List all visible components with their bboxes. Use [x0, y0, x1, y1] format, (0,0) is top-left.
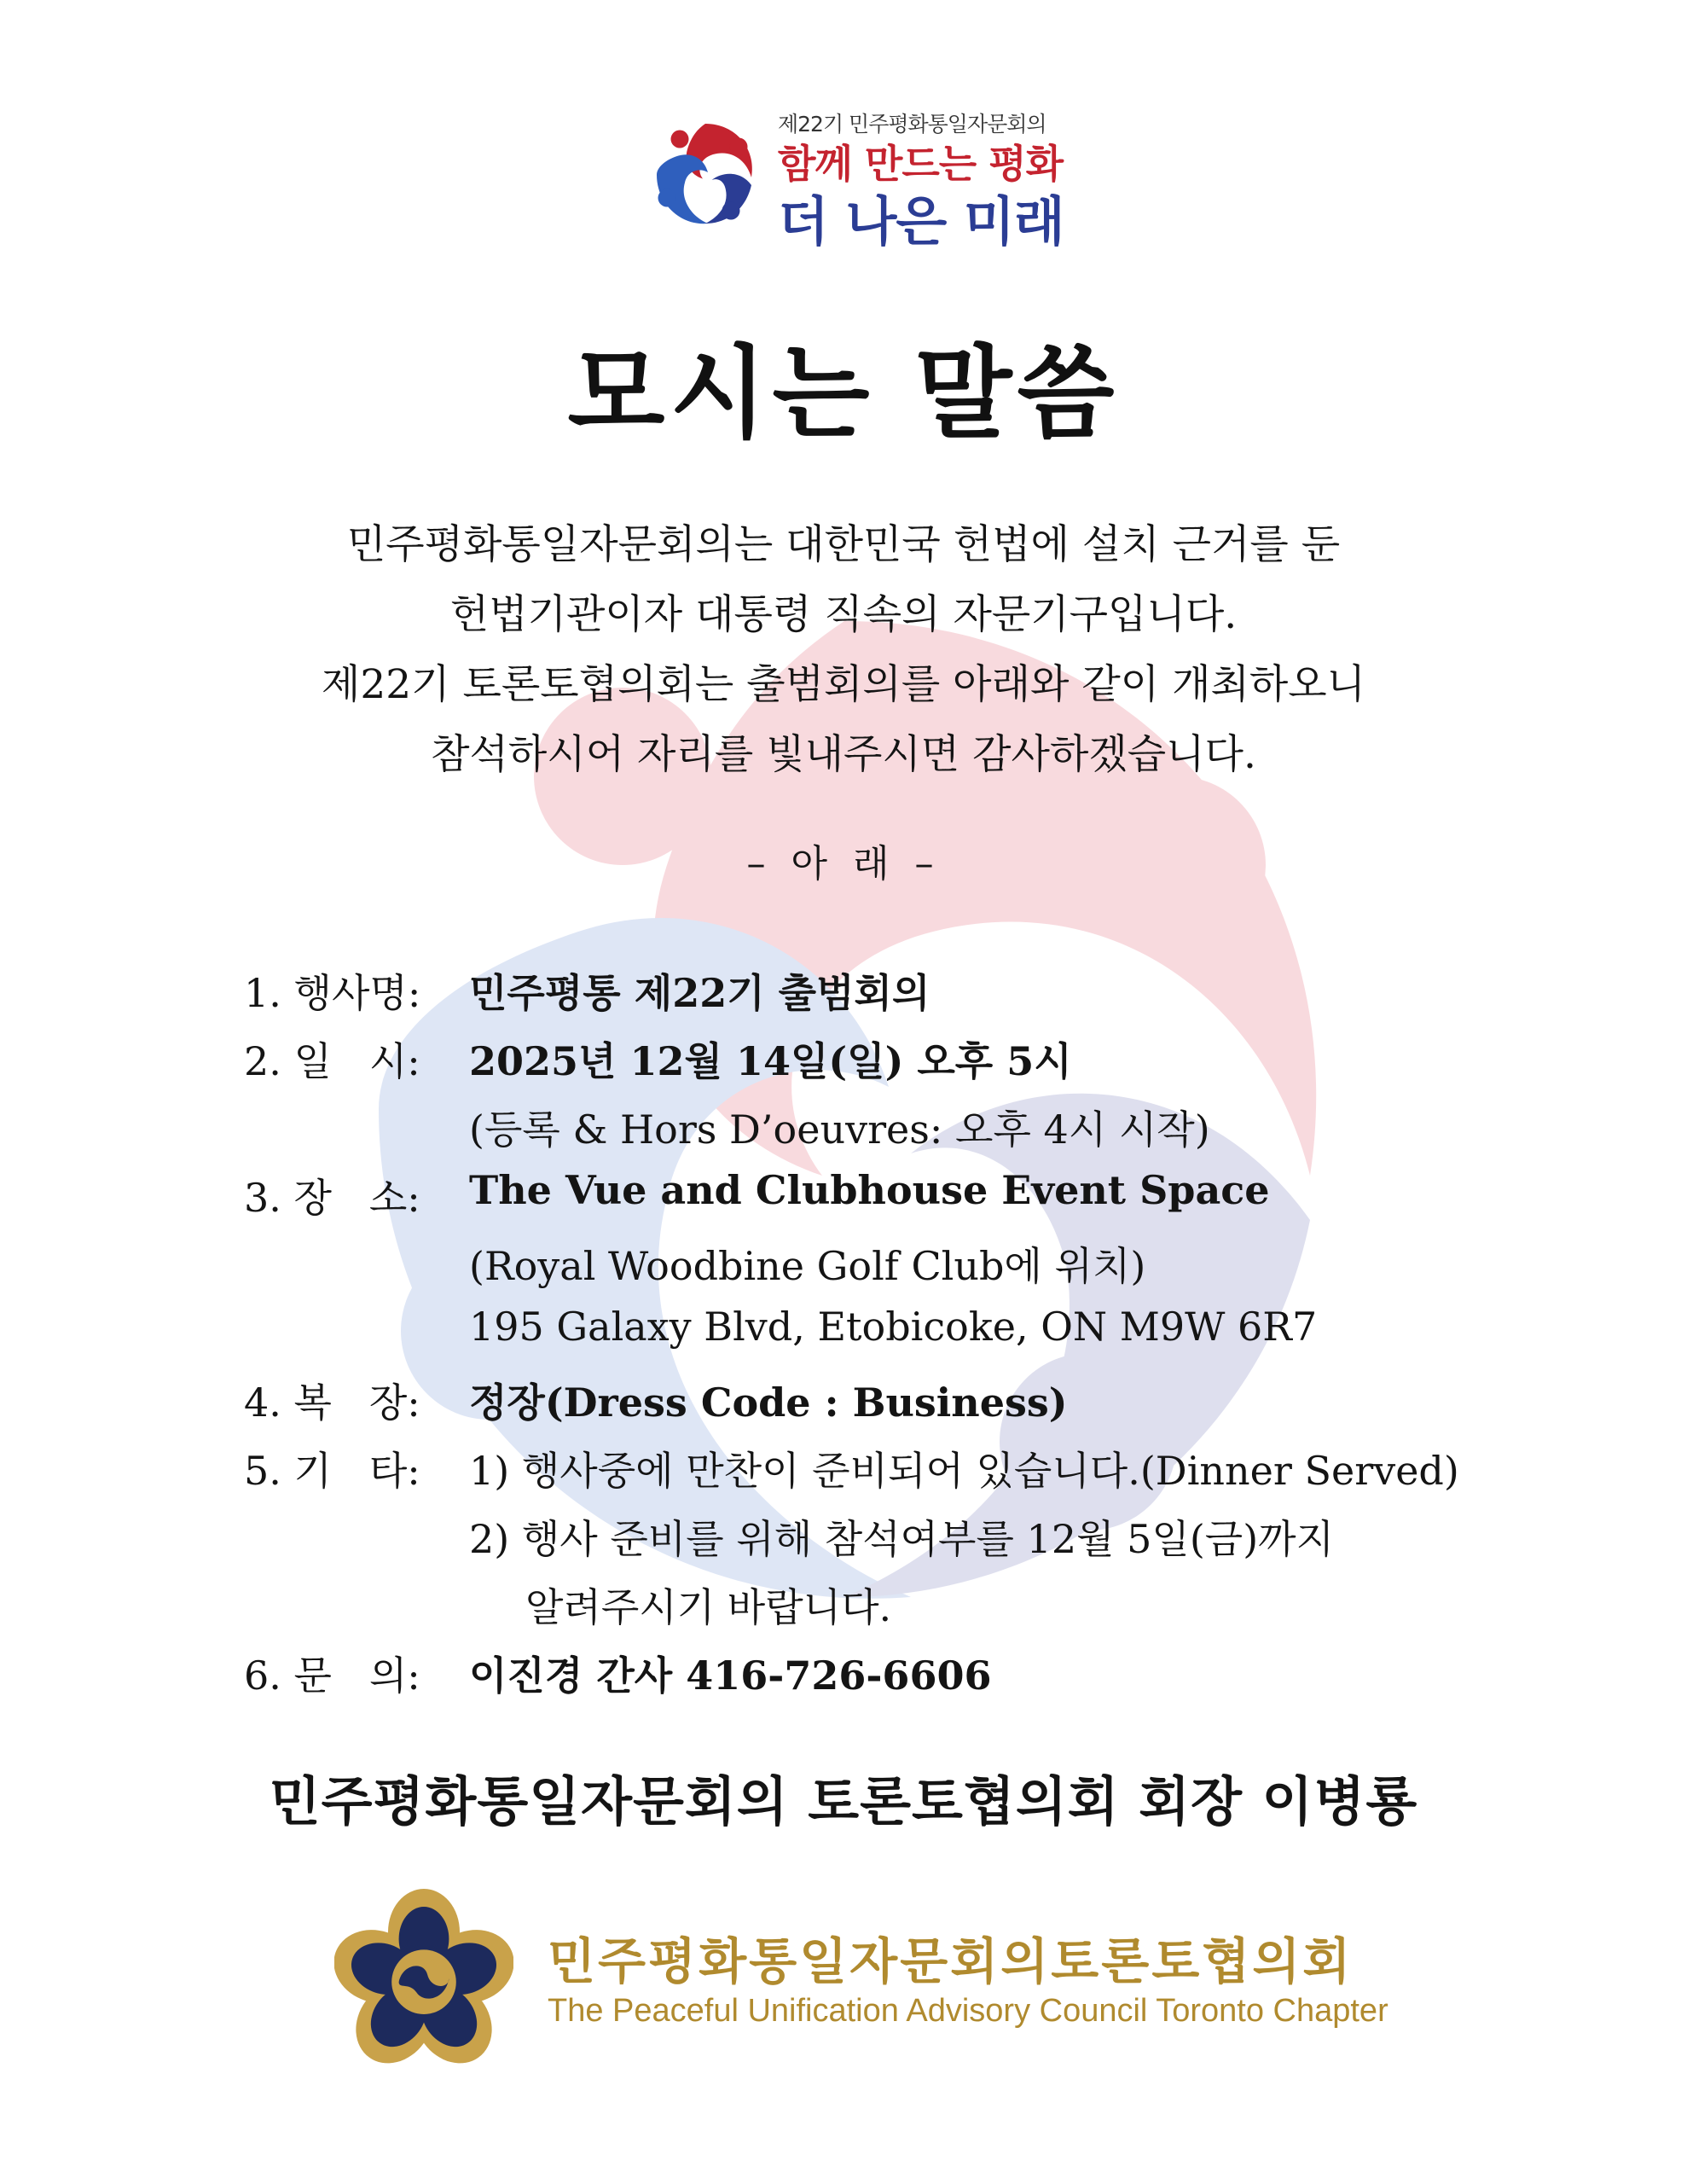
- unification-emblem-icon: [641, 111, 769, 239]
- other-note-2: 2) 행사 준비를 위해 참석여부를 12월 5일(금)까지: [469, 1516, 1335, 1562]
- signature: 민주평화통일자문회의 토론토협의회 회장 이병룡: [269, 1770, 1418, 1833]
- registration-note: (등록 & Hors D’oeuvres: 오후 4시 시작): [469, 1107, 1210, 1153]
- term-text: 제22기 민주평화통일자문회의: [778, 112, 1046, 136]
- chapter-name-korean: 민주평화통일자문회의토론토협의회: [548, 1932, 1354, 1990]
- venue-location: (Royal Woodbine Golf Club에 위치): [469, 1243, 1146, 1289]
- intro-line: 민주평화통일자문회의는 대한민국 헌법에 설치 근거를 둔: [346, 521, 1341, 568]
- detail-label: 1. 행사명:: [244, 970, 421, 1016]
- section-divider-text: – 아 래 –: [746, 842, 941, 886]
- chapter-logo: [334, 1889, 1388, 2068]
- contact-info: 이진경 간사 416-726-6606: [469, 1653, 992, 1699]
- detail-label: 4. 복 장:: [244, 1380, 420, 1426]
- intro-paragraph: [0, 510, 1687, 790]
- detail-label: 5. 기 타:: [244, 1448, 420, 1494]
- venue-name: The Vue and Clubhouse Event Space: [469, 1167, 1270, 1213]
- venue-address: 195 Galaxy Blvd, Etobicoke, ON M9W 6R7: [469, 1304, 1318, 1350]
- dress-code: 정장(Dress Code : Business): [469, 1380, 1068, 1426]
- slogan-line-2: 더 나은 미래: [778, 190, 1064, 253]
- chapter-name-english: The Peaceful Unification Advisory Council Toronto Chapter: [548, 1993, 1388, 2029]
- intro-line: 제22기 토론토협의회는 출범회의를 아래와 같이 개최하오니: [321, 661, 1366, 708]
- detail-label: 6. 문 의:: [244, 1653, 420, 1699]
- event-datetime: 2025년 12월 14일(일) 오후 5시: [469, 1038, 1072, 1084]
- slogan-line-1: 함께 만드는 평화: [778, 141, 1064, 187]
- event-name: 민주평통 제22기 출범회의: [469, 970, 930, 1016]
- other-note-3: 알려주시기 바랍니다.: [525, 1584, 892, 1630]
- other-note-1: 1) 행사중에 만찬이 준비되어 있습니다.(Dinner Served): [469, 1448, 1459, 1494]
- page-title: 모시는 말씀: [567, 334, 1120, 452]
- detail-label: 3. 장 소:: [244, 1175, 420, 1221]
- council-logo: [641, 107, 1068, 253]
- mugunghwa-emblem-icon: [334, 1889, 513, 2068]
- intro-line: 참석하시어 자리를 빛내주시면 감사하겠습니다.: [431, 731, 1256, 778]
- intro-line: 헌법기관이자 대통령 직속의 자문기구입니다.: [449, 591, 1238, 638]
- detail-label: 2. 일 시:: [244, 1038, 420, 1084]
